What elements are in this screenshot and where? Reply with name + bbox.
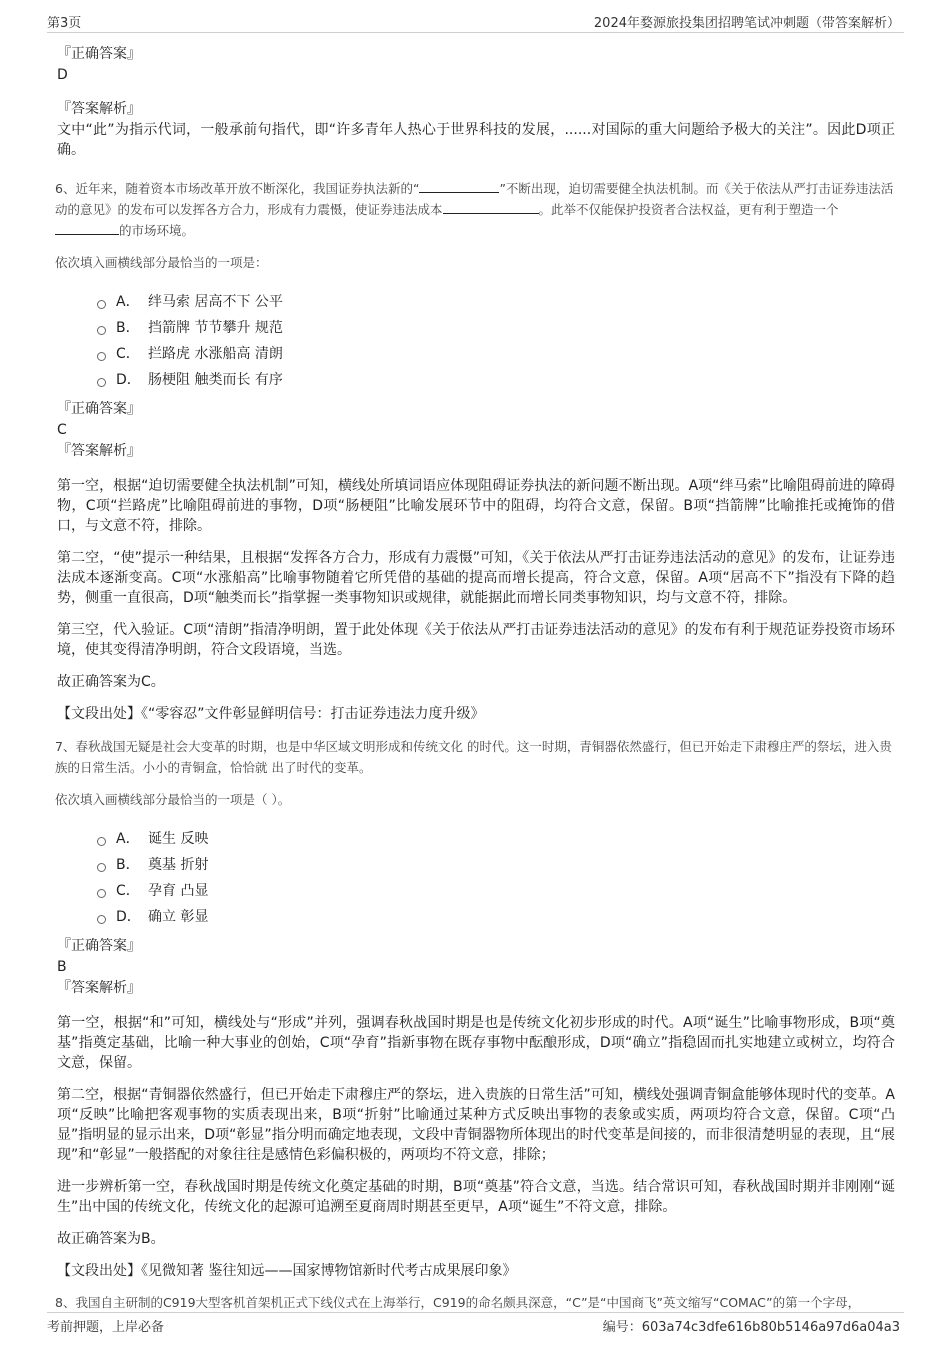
radio-icon[interactable] xyxy=(97,326,106,335)
q6-text-b: ”不断出现，迫切需要健全执法机制。而《关于依法从严打击证券违法活动的意见》的发布可以发挥各方合力，形成有力震慑，使证券违法成本 xyxy=(55,181,894,217)
prev-answer: D xyxy=(57,67,68,83)
q7-analysis-1: 第一空，根据“和”可知，横线处与“形成”并列，强调春秋战国时期是也是传统文化初步形成的时代。A项“诞生”比喻事物形成，B项“奠基”指奠定基础，比喻一种大事业的创始，C项“孕育”指新事物在既存事物中酝酿形成，D项“确立”指稳固而扎实地建立或树立，均符合文意，保留。 xyxy=(57,1015,895,1071)
q7-option-b[interactable]: B． 奠基 折射 xyxy=(97,852,895,878)
q6-source: 【文段出处】《“零容忍”文件彰显鲜明信号：打击证券违法力度升级》 xyxy=(57,706,485,722)
q7-option-d[interactable]: D． 确立 彰显 xyxy=(97,904,895,930)
page-footer xyxy=(47,1312,904,1336)
q6-answer: C xyxy=(57,422,67,438)
q7-option-c[interactable]: C． 孕育 凸显 xyxy=(97,878,895,904)
q6-options xyxy=(97,289,895,393)
blank-1 xyxy=(419,180,499,193)
q6-option-b[interactable]: B． 挡箭牌 节节攀升 规范 xyxy=(97,315,895,341)
correct-answer-label: 『正确答案』 xyxy=(57,938,141,954)
correct-answer-label: 『正确答案』 xyxy=(57,401,141,417)
q6-option-c[interactable]: C． 拦路虎 水涨船高 清朗 xyxy=(97,341,895,367)
q6-text-c: 。此举不仅能保护投资者合法权益，更有利于塑造一个 xyxy=(538,202,839,217)
footer-slogan: 考前押题，上岸必备 xyxy=(47,1320,165,1335)
q6-option-d[interactable]: D． 肠梗阻 触类而长 有序 xyxy=(97,367,895,393)
q7-option-a[interactable]: A． 诞生 反映 xyxy=(97,826,895,852)
q6-text-a: 6、近年来，随着资本市场改革开放不断深化，我国证券执法新的“ xyxy=(55,181,420,196)
blank-2 xyxy=(443,201,539,214)
radio-icon[interactable] xyxy=(97,300,106,309)
radio-icon[interactable] xyxy=(97,378,106,387)
correct-answer-label: 『正确答案』 xyxy=(57,46,141,62)
analysis-label: 『答案解析』 xyxy=(57,980,141,996)
document-id: 编号：603a74c3dfe616b80b5146a97d6a04a3 xyxy=(602,1320,900,1335)
prev-analysis: 文中“此”为指示代词，一般承前句指代，即“许多青年人热心于世界科技的发展，......对国际的重大问题给予极大的关注”。因此D项正确。 xyxy=(57,122,895,158)
page-header xyxy=(47,10,904,33)
q7-answer: B xyxy=(57,959,67,975)
q6-analysis-2: 第二空，“使”提示一种结果，且根据“发挥各方合力，形成有力震慑”可知，《关于依法从严打击证券违法活动的意见》的发布，让证券违法成本逐渐变高。C项“水涨船高”比喻事物随着它所凭借的基础的提高而增长提高，符合文意，保留。A项“居高不下”指没有下降的趋势，侧重一直很高，D项“触类而长”指掌握一类事物知识或规律，就能据此而增长同类事物知识，均与文意不符，排除。 xyxy=(57,550,895,606)
question-6 xyxy=(55,178,895,241)
blank-3 xyxy=(55,222,119,235)
q6-prompt: 依次填入画横线部分最恰当的一项是： xyxy=(55,255,268,270)
analysis-label: 『答案解析』 xyxy=(57,101,141,117)
q7-prompt: 依次填入画横线部分最恰当的一项是（ ）。 xyxy=(55,792,291,807)
q7-options xyxy=(97,826,895,930)
q7-analysis-3: 进一步辨析第一空，春秋战国时期是传统文化奠定基础的时期，B项“奠基”符合文意，当选。结合常识可知，春秋战国时期并非刚刚“诞生”出中国的传统文化，传统文化的起源可追溯至夏商周时期甚至更早，A项“诞生”不符文意，排除。 xyxy=(57,1179,895,1215)
q6-analysis-3: 第三空，代入验证。C项“清朗”指清净明朗，置于此处体现《关于依法从严打击证券违法活动的意见》的发布有利于规范证券投资市场环境，使其变得清净明朗，符合文段语境，当选。 xyxy=(57,622,895,658)
q6-analysis-4: 故正确答案为C。 xyxy=(57,674,165,690)
radio-icon[interactable] xyxy=(97,837,106,846)
q7-analysis-4: 故正确答案为B。 xyxy=(57,1231,165,1247)
q6-text-d: 的市场环境。 xyxy=(119,223,195,238)
analysis-label: 『答案解析』 xyxy=(57,443,141,459)
document-title: 2024年婺源旅投集团招聘笔试冲刺题（带答案解析） xyxy=(593,16,900,31)
q7-analysis-2: 第二空，根据“青铜器依然盛行，但已开始走下肃穆庄严的祭坛，进入贵族的日常生活”可知，横线处强调青铜盒能够体现时代的变革。A项“反映”比喻把客观事物的实质表现出来，B项“折射”比喻通过某种方式反映出事物的表象或实质，两项均符合文意，保留。C项“凸显”指明显的显示出来，D项“彰显”指分明而确定地表现，文段中青铜器物所体现出的时代变革是间接的，而非很清楚明显的表现，且“展现”和“彰显”一般搭配的对象往往是感情色彩偏积极的，两项均不符文意，排除； xyxy=(57,1087,895,1163)
question-7: 7、春秋战国无疑是社会大变革的时期，也是中华区域文明形成和传统文化 的时代。这一时期，青铜器依然盛行，但已开始走下肃穆庄严的祭坛，进入贵族的日常生活。小小的青铜盒，恰恰就 出了时代的变革。 xyxy=(55,739,892,775)
q7-source: 【文段出处】《见微知著 鉴往知远——国家博物馆新时代考古成果展印象》 xyxy=(57,1263,517,1279)
radio-icon[interactable] xyxy=(97,889,106,898)
document-content xyxy=(57,44,895,1313)
radio-icon[interactable] xyxy=(97,863,106,872)
question-8: 8、我国自主研制的C919大型客机首架机正式下线仪式在上海举行，C919的命名颇具深意，“C”是“中国商飞”英文缩写“COMAC”的第一个字母， xyxy=(55,1295,861,1310)
page-number: 第3页 xyxy=(47,16,82,31)
radio-icon[interactable] xyxy=(97,352,106,361)
q6-analysis-1: 第一空，根据“迫切需要健全执法机制”可知，横线处所填词语应体现阻碍证券执法的新问题不断出现。A项“绊马索”比喻阻碍前进的障碍物，C项“拦路虎”比喻阻碍前进的事物，D项“肠梗阻”比喻发展环节中的阻碍，均符合文意，保留。B项“挡箭牌”比喻推托或掩饰的借口，与文意不符，排除。 xyxy=(57,478,895,534)
q6-option-a[interactable]: A． 绊马索 居高不下 公平 xyxy=(97,289,895,315)
radio-icon[interactable] xyxy=(97,915,106,924)
